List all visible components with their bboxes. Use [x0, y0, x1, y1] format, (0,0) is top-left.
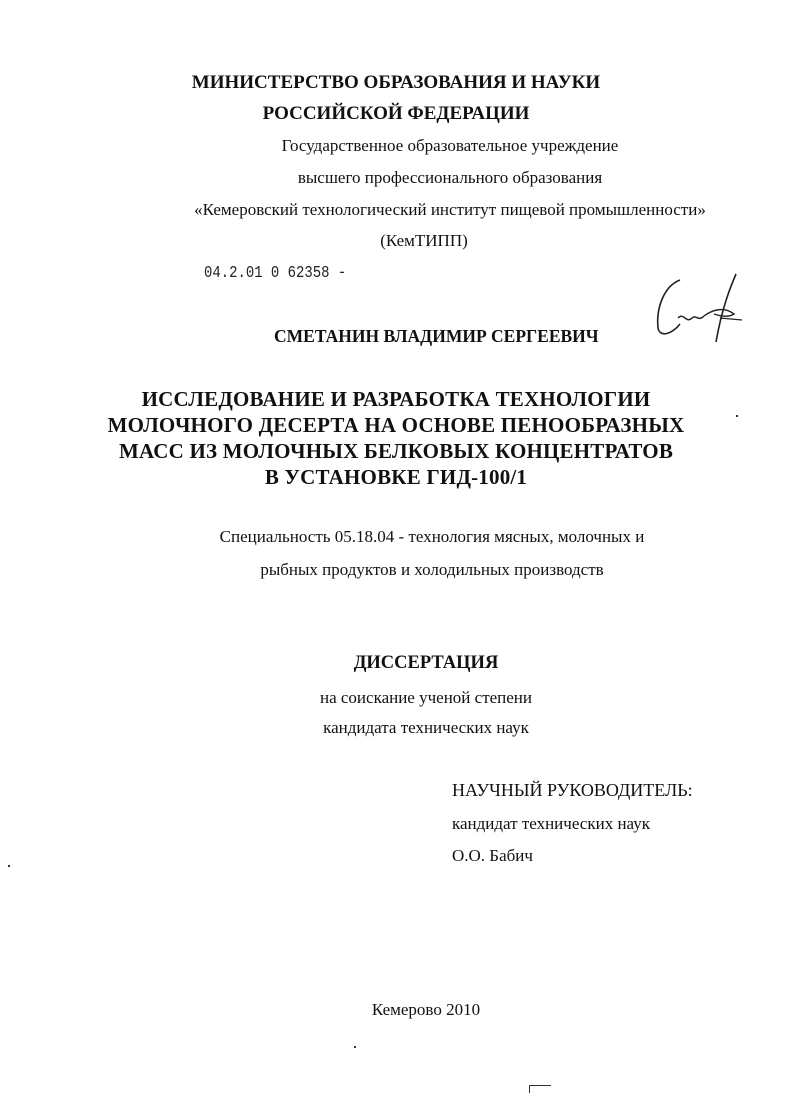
scan-line-mark	[529, 1085, 530, 1093]
institution-line-3: «Кемеровский технологический институт пищевой промышленности»	[194, 200, 706, 219]
ministry-line-1: МИНИСТЕРСТВО ОБРАЗОВАНИЯ И НАУКИ	[191, 72, 601, 93]
specialty-line-2: рыбных продуктов и холодильных производств	[260, 560, 604, 579]
scan-speck	[8, 865, 10, 867]
supervisor-name: О.О. Бабич	[452, 846, 533, 865]
institution-line-1: Государственное образовательное учреждение	[281, 136, 619, 155]
scan-line-mark	[529, 1085, 551, 1086]
institution-abbr: (КемТИПП)	[380, 231, 468, 250]
catalog-number: 04.2.01 0 62358 -	[204, 264, 347, 283]
ministry-line-2: РОССИЙСКОЙ ФЕДЕРАЦИИ	[262, 103, 530, 124]
title-line-3: МАСС ИЗ МОЛОЧНЫХ БЕЛКОВЫХ КОНЦЕНТРАТОВ	[118, 439, 674, 463]
work-type-heading: ДИССЕРТАЦИЯ	[353, 653, 499, 673]
scan-speck	[354, 1046, 356, 1048]
author-name: СМЕТАНИН ВЛАДИМИР СЕРГЕЕВИЧ	[274, 326, 599, 346]
signature	[650, 268, 745, 348]
scan-speck	[736, 415, 738, 417]
title-line-4: В УСТАНОВКЕ ГИД-100/1	[264, 465, 528, 489]
place-year: Кемерово 2010	[371, 1000, 481, 1019]
work-type-line-2: кандидата технических наук	[323, 718, 529, 737]
supervisor-heading: НАУЧНЫЙ РУКОВОДИТЕЛЬ:	[452, 780, 693, 800]
supervisor-degree: кандидат технических наук	[452, 814, 650, 833]
title-line-1: ИССЛЕДОВАНИЕ И РАЗРАБОТКА ТЕХНОЛОГИИ	[141, 387, 651, 411]
specialty-line-1: Специальность 05.18.04 - технология мясных, молочных и	[219, 527, 645, 546]
work-type-line-1: на соискание ученой степени	[319, 688, 533, 707]
institution-line-2: высшего профессионального образования	[297, 168, 603, 187]
title-line-2: МОЛОЧНОГО ДЕСЕРТА НА ОСНОВЕ ПЕНООБРАЗНЫХ	[107, 413, 685, 437]
